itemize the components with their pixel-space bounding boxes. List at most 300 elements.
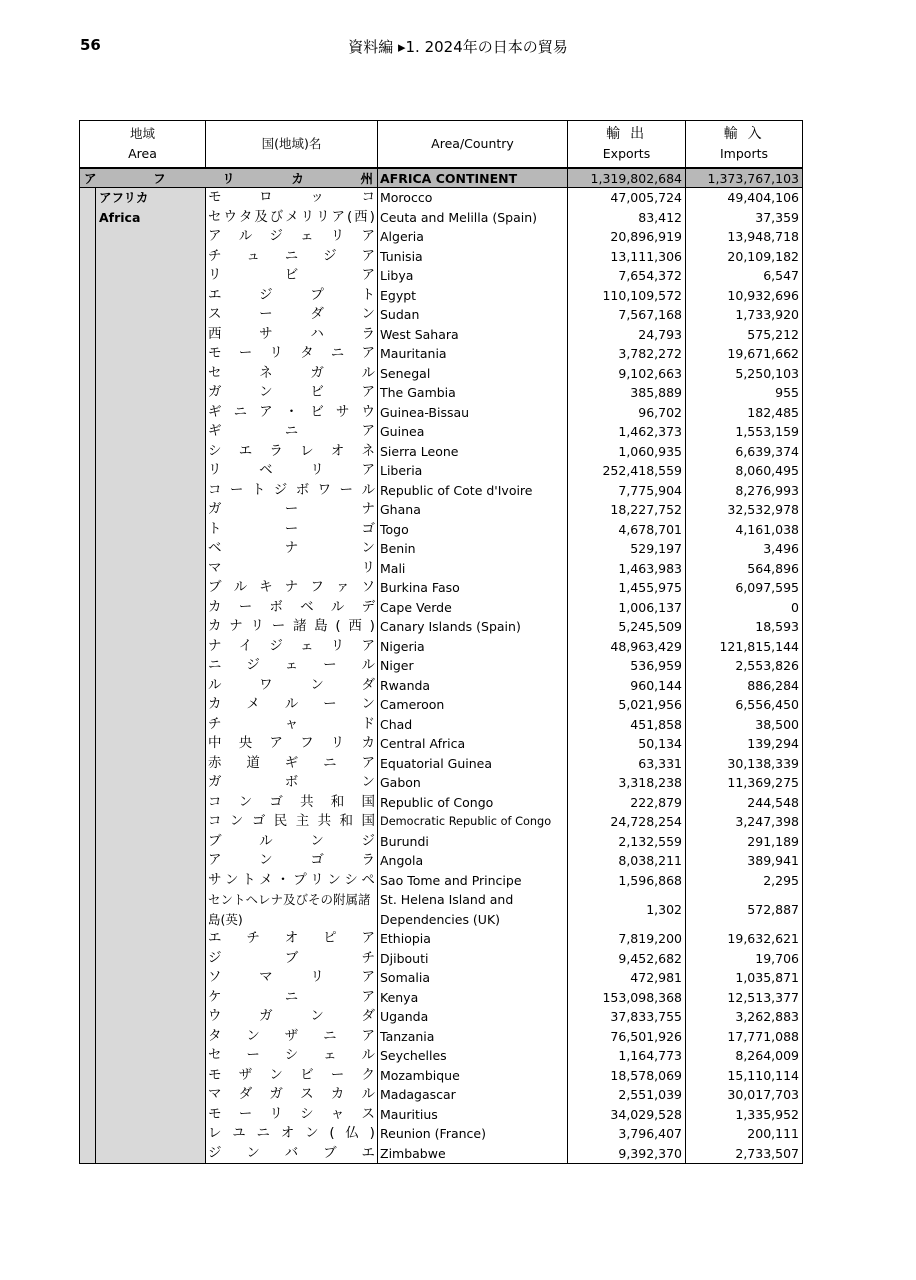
country-name-en: Libya — [378, 266, 568, 286]
country-name-en: Nigeria — [378, 637, 568, 657]
area-strip — [80, 656, 96, 676]
imports-value: 291,189 — [686, 832, 803, 852]
area-strip — [80, 754, 96, 774]
region-cell — [96, 1066, 206, 1086]
area-strip — [80, 773, 96, 793]
region-cell — [96, 812, 206, 832]
running-head: 資料編 ▸1. 2024年の日本の貿易 — [348, 38, 568, 56]
country-name-en: Kenya — [378, 988, 568, 1008]
exports-value: 1,455,975 — [568, 578, 686, 598]
country-name-jp: ガ ン ビ ア — [206, 383, 378, 403]
imports-value: 3,247,398 — [686, 812, 803, 832]
table-row — [80, 871, 803, 891]
area-strip — [80, 1046, 96, 1066]
country-name-en: Guinea-Bissau — [378, 403, 568, 423]
region-cell — [96, 968, 206, 988]
country-name-jp: マ リ — [206, 559, 378, 579]
exports-value: 3,318,238 — [568, 773, 686, 793]
imports-value: 8,264,009 — [686, 1046, 803, 1066]
imports-value: 5,250,103 — [686, 364, 803, 384]
table-row — [80, 383, 803, 403]
region-cell — [96, 617, 206, 637]
country-name-en: The Gambia — [378, 383, 568, 403]
table-header-row — [80, 121, 803, 169]
exports-value: 529,197 — [568, 539, 686, 559]
region-cell — [96, 1105, 206, 1125]
country-name-en: Guinea — [378, 422, 568, 442]
country-name-en: Sierra Leone — [378, 442, 568, 462]
country-name-jp: エ チ オ ピ ア — [206, 929, 378, 949]
table-row — [80, 1144, 803, 1164]
area-strip — [80, 461, 96, 481]
region-cell — [96, 598, 206, 618]
country-name-en: Mali — [378, 559, 568, 579]
exports-value: 1,302 — [568, 890, 686, 929]
country-name-en: Equatorial Guinea — [378, 754, 568, 774]
country-name-jp: マ ダ ガ ス カ ル — [206, 1085, 378, 1105]
region-cell — [96, 1007, 206, 1027]
country-name-en: Djibouti — [378, 949, 568, 969]
page-number: 56 — [80, 36, 101, 54]
imports-value: 13,948,718 — [686, 227, 803, 247]
country-name-jp: タ ン ザ ニ ア — [206, 1027, 378, 1047]
country-name-en: Benin — [378, 539, 568, 559]
area-strip — [80, 286, 96, 306]
table-row — [80, 988, 803, 1008]
region-cell — [96, 793, 206, 813]
table-row — [80, 1007, 803, 1027]
imports-value: 564,896 — [686, 559, 803, 579]
country-name-jp: ウ ガ ン ダ — [206, 1007, 378, 1027]
exports-value: 24,793 — [568, 325, 686, 345]
exports-value: 1,463,983 — [568, 559, 686, 579]
region-cell — [96, 461, 206, 481]
imports-value: 10,932,696 — [686, 286, 803, 306]
exports-value: 110,109,572 — [568, 286, 686, 306]
area-strip — [80, 208, 96, 228]
country-name-en: Togo — [378, 520, 568, 540]
country-name-jp: 中 央 ア フ リ カ — [206, 734, 378, 754]
table-row — [80, 754, 803, 774]
country-name-jp: サ ン ト メ ・ プ リ ン シ ペ — [206, 871, 378, 891]
country-name-jp: モ ー リ タ ニ ア — [206, 344, 378, 364]
region-cell — [96, 754, 206, 774]
exports-value: 1,006,137 — [568, 598, 686, 618]
country-name-en: Morocco — [378, 188, 568, 208]
imports-value: 389,941 — [686, 851, 803, 871]
country-name-en: Gabon — [378, 773, 568, 793]
exports-value: 9,392,370 — [568, 1144, 686, 1164]
exports-value: 385,889 — [568, 383, 686, 403]
imports-value: 244,548 — [686, 793, 803, 813]
imports-value: 30,138,339 — [686, 754, 803, 774]
imports-value: 8,276,993 — [686, 481, 803, 501]
exports-value: 2,132,559 — [568, 832, 686, 852]
table-row — [80, 695, 803, 715]
imports-value: 1,035,871 — [686, 968, 803, 988]
country-name-jp: リ ビ ア — [206, 266, 378, 286]
imports-value: 15,110,114 — [686, 1066, 803, 1086]
table-row — [80, 227, 803, 247]
region-cell — [96, 637, 206, 657]
area-strip — [80, 676, 96, 696]
country-name-jp: カ ナ リ ー 諸 島 ( 西 ) — [206, 617, 378, 637]
country-name-en: Egypt — [378, 286, 568, 306]
region-cell — [96, 539, 206, 559]
country-name-jp: ブ ル キ ナ フ ァ ソ — [206, 578, 378, 598]
exports-value: 24,728,254 — [568, 812, 686, 832]
exports-value: 2,551,039 — [568, 1085, 686, 1105]
exports-value: 34,029,528 — [568, 1105, 686, 1125]
area-strip — [80, 266, 96, 286]
country-name-jp: ニ ジ ェ ー ル — [206, 656, 378, 676]
area-strip — [80, 812, 96, 832]
imports-value: 2,295 — [686, 871, 803, 891]
exports-value: 7,567,168 — [568, 305, 686, 325]
exports-value: 3,796,407 — [568, 1124, 686, 1144]
area-strip — [80, 422, 96, 442]
country-name-jp: ア ル ジ ェ リ ア — [206, 227, 378, 247]
area-country-header: Area/Country — [431, 136, 514, 151]
exports-value: 1,596,868 — [568, 871, 686, 891]
imports-value: 121,815,144 — [686, 637, 803, 657]
country-name-jp: ブ ル ン ジ — [206, 832, 378, 852]
exports-value: 9,452,682 — [568, 949, 686, 969]
imports-value: 572,887 — [686, 890, 803, 929]
imports-value: 19,706 — [686, 949, 803, 969]
exports-value: 5,245,509 — [568, 617, 686, 637]
imports-value: 17,771,088 — [686, 1027, 803, 1047]
table-row — [80, 598, 803, 618]
country-name-en: Cameroon — [378, 695, 568, 715]
table-row — [80, 929, 803, 949]
area-country-column-header — [378, 121, 568, 169]
exports-value: 3,782,272 — [568, 344, 686, 364]
country-name-jp: ナ イ ジ ェ リ ア — [206, 637, 378, 657]
area-strip — [80, 247, 96, 267]
area-strip — [80, 559, 96, 579]
country-name-en: Seychelles — [378, 1046, 568, 1066]
exports-value: 222,879 — [568, 793, 686, 813]
imports-value: 139,294 — [686, 734, 803, 754]
imports-value: 8,060,495 — [686, 461, 803, 481]
region-cell — [96, 266, 206, 286]
total-label-en: AFRICA CONTINENT — [378, 168, 568, 188]
area-strip — [80, 383, 96, 403]
exports-value: 83,412 — [568, 208, 686, 228]
exports-value: 536,959 — [568, 656, 686, 676]
total-row — [80, 168, 803, 188]
area-strip — [80, 1027, 96, 1047]
country-name-jp: チ ャ ド — [206, 715, 378, 735]
imports-value: 6,547 — [686, 266, 803, 286]
table-row — [80, 1124, 803, 1144]
imports-value: 20,109,182 — [686, 247, 803, 267]
imports-header-jp: 輸 入 — [723, 126, 765, 142]
table-row — [80, 851, 803, 871]
exports-value: 47,005,724 — [568, 188, 686, 208]
region-cell — [96, 832, 206, 852]
country-name-en: Uganda — [378, 1007, 568, 1027]
table-row — [80, 578, 803, 598]
exports-value: 252,418,559 — [568, 461, 686, 481]
area-strip — [80, 1105, 96, 1125]
exports-value: 472,981 — [568, 968, 686, 988]
table-row — [80, 793, 803, 813]
country-name-jp: シ エ ラ レ オ ネ — [206, 442, 378, 462]
country-name-jp: ガ ボ ン — [206, 773, 378, 793]
table-row — [80, 442, 803, 462]
region-cell — [96, 676, 206, 696]
table-row — [80, 1066, 803, 1086]
country-name-en: St. Helena Island and Dependencies (UK) — [378, 890, 568, 929]
country-name-jp: セ ウ タ 及 び メ リ リ ア ( 西 ) — [206, 208, 378, 228]
region-cell — [96, 988, 206, 1008]
area-strip — [80, 305, 96, 325]
country-name-jp: ア ン ゴ ラ — [206, 851, 378, 871]
region-cell — [96, 559, 206, 579]
area-strip — [80, 890, 96, 929]
country-name-jp: モ ロ ッ コ — [206, 188, 378, 208]
exports-value: 1,060,935 — [568, 442, 686, 462]
imports-value: 11,369,275 — [686, 773, 803, 793]
table-row — [80, 422, 803, 442]
imports-value: 200,111 — [686, 1124, 803, 1144]
table-row — [80, 617, 803, 637]
region-cell — [96, 364, 206, 384]
country-name-jp: コ ー ト ジ ボ ワ ー ル — [206, 481, 378, 501]
region-cell — [96, 1124, 206, 1144]
table-row — [80, 812, 803, 832]
country-name-en: Madagascar — [378, 1085, 568, 1105]
region-cell — [96, 949, 206, 969]
region-cell — [96, 1027, 206, 1047]
table-row — [80, 520, 803, 540]
region-cell — [96, 325, 206, 345]
country-name-en: Democratic Republic of Congo — [378, 812, 568, 832]
total-imports: 1,373,767,103 — [686, 168, 803, 188]
exports-value: 5,021,956 — [568, 695, 686, 715]
exports-value: 18,227,752 — [568, 500, 686, 520]
country-name-en: Ethiopia — [378, 929, 568, 949]
imports-header-en: Imports — [720, 146, 768, 161]
region-cell — [96, 578, 206, 598]
country-name-jp: カ メ ル ー ン — [206, 695, 378, 715]
imports-value: 37,359 — [686, 208, 803, 228]
table-row — [80, 481, 803, 501]
table-row — [80, 188, 803, 208]
area-header-jp: 地域 — [129, 126, 155, 141]
exports-header-en: Exports — [602, 146, 651, 161]
table-row — [80, 539, 803, 559]
area-strip — [80, 871, 96, 891]
imports-value: 2,733,507 — [686, 1144, 803, 1164]
imports-value: 1,733,920 — [686, 305, 803, 325]
table-row — [80, 968, 803, 988]
country-name-en: Tunisia — [378, 247, 568, 267]
exports-value: 18,578,069 — [568, 1066, 686, 1086]
region-cell — [96, 734, 206, 754]
area-strip — [80, 637, 96, 657]
region-cell — [96, 481, 206, 501]
imports-value: 6,556,450 — [686, 695, 803, 715]
country-name-en: Mozambique — [378, 1066, 568, 1086]
country-name-en: Reunion (France) — [378, 1124, 568, 1144]
region-cell — [96, 227, 206, 247]
area-strip — [80, 325, 96, 345]
exports-value: 1,164,773 — [568, 1046, 686, 1066]
table-row — [80, 286, 803, 306]
total-label-jp — [80, 168, 378, 188]
region-cell — [96, 890, 206, 929]
imports-value: 3,262,883 — [686, 1007, 803, 1027]
country-name-jp: 西 サ ハ ラ — [206, 325, 378, 345]
exports-value: 7,654,372 — [568, 266, 686, 286]
area-strip — [80, 500, 96, 520]
imports-value: 30,017,703 — [686, 1085, 803, 1105]
country-name-jp: セ ネ ガ ル — [206, 364, 378, 384]
imports-value: 1,553,159 — [686, 422, 803, 442]
country-name-jp: ス ー ダ ン — [206, 305, 378, 325]
imports-value: 19,632,621 — [686, 929, 803, 949]
country-name-en: Ceuta and Melilla (Spain) — [378, 208, 568, 228]
country-name-en: Republic of Cote d'Ivoire — [378, 481, 568, 501]
country-name-jp: チ ュ ニ ジ ア — [206, 247, 378, 267]
region-cell — [96, 403, 206, 423]
country-name-jp: ジ ン バ ブ エ — [206, 1144, 378, 1164]
imports-value: 575,212 — [686, 325, 803, 345]
table-row — [80, 734, 803, 754]
imports-value: 19,671,662 — [686, 344, 803, 364]
area-strip — [80, 481, 96, 501]
country-name-jp: コ ン ゴ 共 和 国 — [206, 793, 378, 813]
country-name-en: Angola — [378, 851, 568, 871]
exports-value: 48,963,429 — [568, 637, 686, 657]
country-name-jp: リ ベ リ ア — [206, 461, 378, 481]
table-row — [80, 247, 803, 267]
imports-value: 886,284 — [686, 676, 803, 696]
trade-table — [79, 120, 803, 1164]
area-strip — [80, 793, 96, 813]
exports-value: 76,501,926 — [568, 1027, 686, 1047]
country-name-jp: モ ー リ シ ャ ス — [206, 1105, 378, 1125]
table-row — [80, 1085, 803, 1105]
country-name-en: Cape Verde — [378, 598, 568, 618]
imports-value: 6,097,595 — [686, 578, 803, 598]
exports-value: 8,038,211 — [568, 851, 686, 871]
area-strip — [80, 734, 96, 754]
imports-value: 4,161,038 — [686, 520, 803, 540]
area-strip — [80, 344, 96, 364]
area-strip — [80, 832, 96, 852]
region-cell — [96, 442, 206, 462]
country-column-header — [206, 121, 378, 169]
country-name-jp: ジ ブ チ — [206, 949, 378, 969]
area-strip — [80, 364, 96, 384]
exports-value: 960,144 — [568, 676, 686, 696]
country-name-en: Mauritius — [378, 1105, 568, 1125]
table-row — [80, 676, 803, 696]
table-row — [80, 949, 803, 969]
exports-value: 451,858 — [568, 715, 686, 735]
area-strip — [80, 188, 96, 208]
area-strip — [80, 1144, 96, 1164]
region-cell — [96, 1046, 206, 1066]
table-row — [80, 344, 803, 364]
area-strip — [80, 715, 96, 735]
imports-value: 182,485 — [686, 403, 803, 423]
area-strip — [80, 1124, 96, 1144]
country-name-en: West Sahara — [378, 325, 568, 345]
exports-value: 63,331 — [568, 754, 686, 774]
area-strip — [80, 1066, 96, 1086]
region-cell — [96, 422, 206, 442]
exports-value: 7,819,200 — [568, 929, 686, 949]
area-strip — [80, 968, 96, 988]
exports-value: 9,102,663 — [568, 364, 686, 384]
area-strip — [80, 578, 96, 598]
exports-value: 96,702 — [568, 403, 686, 423]
region-cell — [96, 656, 206, 676]
table-row — [80, 461, 803, 481]
country-name-en: Liberia — [378, 461, 568, 481]
table-row — [80, 266, 803, 286]
table-row — [80, 832, 803, 852]
country-name-en: Senegal — [378, 364, 568, 384]
region-cell — [96, 1144, 206, 1164]
region-cell — [96, 520, 206, 540]
table-row — [80, 773, 803, 793]
table-row — [80, 208, 803, 228]
region-cell — [96, 305, 206, 325]
country-name-en: Burundi — [378, 832, 568, 852]
table-row — [80, 1046, 803, 1066]
country-name-en: Canary Islands (Spain) — [378, 617, 568, 637]
country-name-en: Mauritania — [378, 344, 568, 364]
area-column-header — [80, 121, 206, 169]
table-row — [80, 305, 803, 325]
country-name-jp: ケ ニ ア — [206, 988, 378, 1008]
table-row — [80, 715, 803, 735]
country-name-en: Algeria — [378, 227, 568, 247]
area-strip — [80, 617, 96, 637]
country-name-jp: セ ー シ ェ ル — [206, 1046, 378, 1066]
country-name-jp: ガ ー ナ — [206, 500, 378, 520]
country-name-en: Rwanda — [378, 676, 568, 696]
imports-value: 12,513,377 — [686, 988, 803, 1008]
country-name-jp: コ ン ゴ 民 主 共 和 国 — [206, 812, 378, 832]
exports-value: 7,775,904 — [568, 481, 686, 501]
imports-column-header — [686, 121, 803, 169]
table-row — [80, 637, 803, 657]
country-name-en: Tanzania — [378, 1027, 568, 1047]
exports-value: 37,833,755 — [568, 1007, 686, 1027]
table-row — [80, 1105, 803, 1125]
page-header — [0, 30, 916, 60]
region-cell — [96, 695, 206, 715]
total-exports: 1,319,802,684 — [568, 168, 686, 188]
country-header-jp: 国(地域)名 — [261, 136, 322, 151]
area-strip — [80, 520, 96, 540]
country-name-en: Central Africa — [378, 734, 568, 754]
imports-value: 6,639,374 — [686, 442, 803, 462]
region-cell — [96, 500, 206, 520]
country-name-jp: ギ ニ ア ・ ビ サ ウ — [206, 403, 378, 423]
imports-value: 2,553,826 — [686, 656, 803, 676]
country-name-jp: エ ジ プ ト — [206, 286, 378, 306]
table-row — [80, 656, 803, 676]
imports-value: 18,593 — [686, 617, 803, 637]
